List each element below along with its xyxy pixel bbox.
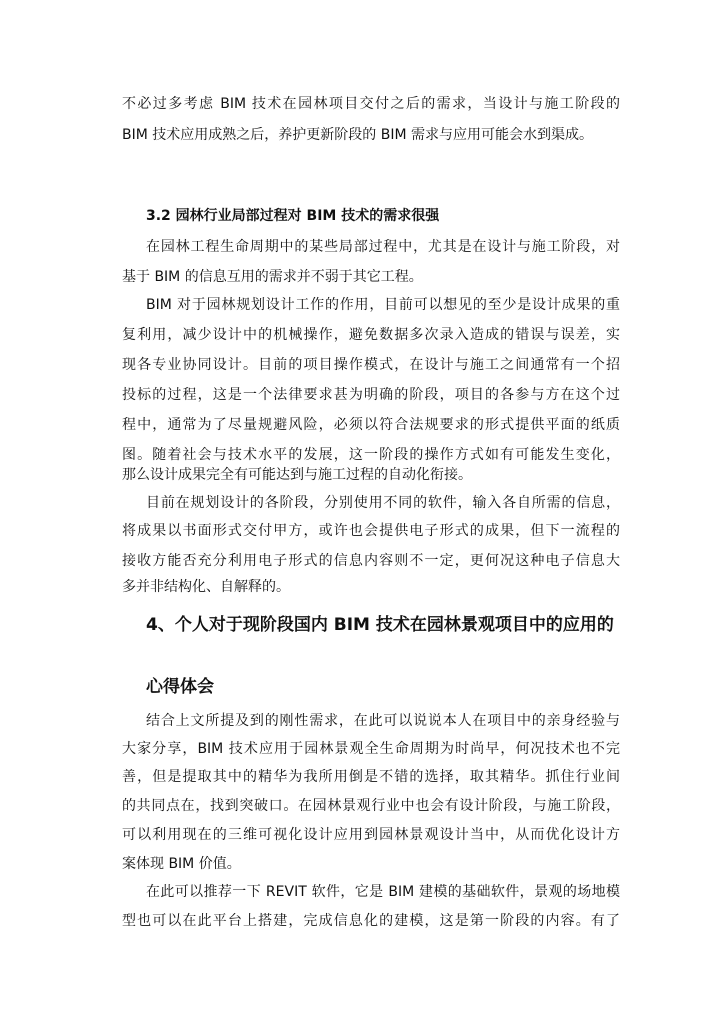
text-line: 将成果以书面形式交付甲方，或许也会提供电子形式的成果，但下一流程的 [122,523,620,539]
text-line: BIM 对于园林规划设计工作的作用，目前可以想见的至少是设计成果的重 [146,297,620,313]
text-line: 案体现 BIM 价值。 [122,856,241,872]
text-line: 不必过多考虑 BIM 技术在园林项目交付之后的需求，当设计与施工阶段的 [122,96,620,112]
text-line: 图。随着社会与技术水平的发展，这一阶段的操作方式如有可能发生变化， [122,447,620,463]
text-line: 投标的过程，这是一个法律要求甚为明确的阶段，项目的各参与方在这个过 [122,387,620,403]
text-line: BIM 技术应用成熟之后，养护更新阶段的 BIM 需求与应用可能会水到渠成。 [122,127,593,143]
text-line: 型也可以在此平台上搭建，完成信息化的建模，这是第一阶段的内容。有了 [122,913,620,929]
text-line: 结合上文所提及到的刚性需求，在此可以说说本人在项目中的亲身经验与 [146,713,620,729]
text-line: 现各专业协同设计。目前的项目操作模式，在设计与施工之间通常有一个招 [122,357,620,373]
text-line: 善，但是提取其中的精华为我所用倒是不错的选择，取其精华。抓住行业间 [122,769,620,785]
text-line: 可以利用现在的三维可视化设计应用到园林景观设计当中，从而优化设计方 [122,827,620,843]
section-heading: 4、个人对于现阶段国内 BIM 技术在园林景观项目中的应用的 [146,615,614,635]
text-line: 大家分享，BIM 技术应用于园林景观全生命周期为时尚早，何况技术也不完 [122,741,620,757]
section-heading-continued: 心得体会 [146,677,214,697]
text-line: 多并非结构化、自解释的。 [122,579,290,595]
text-line: 基于 BIM 的信息互用的需求并不弱于其它工程。 [122,269,423,285]
text-line: 复利用，减少设计中的机械操作，避免数据多次录入造成的错误与误差，实 [122,327,620,343]
section-heading: 3.2 园林行业局部过程对 BIM 技术的需求很强 [146,208,440,224]
text-line: 在园林工程生命周期中的某些局部过程中，尤其是在设计与施工阶段，对 [146,239,620,255]
text-line: 在此可以推荐一下 REVIT 软件，它是 BIM 建模的基础软件，景观的场地模 [146,884,620,900]
text-line: 目前在规划设计的各阶段，分别使用不同的软件，输入各自所需的信息， [146,495,620,511]
text-line: 接收方能否充分利用电子形式的信息内容则不一定，更何况这种电子信息大 [122,553,620,569]
text-line: 那么设计成果完全有可能达到与施工过程的自动化衔接。 [122,467,472,483]
text-line: 的共同点在，找到突破口。在园林景观行业中也会有设计阶段，与施工阶段， [122,798,620,814]
text-line: 程中，通常为了尽量规避风险，必须以符合法规要求的形式提供平面的纸质 [122,417,620,433]
